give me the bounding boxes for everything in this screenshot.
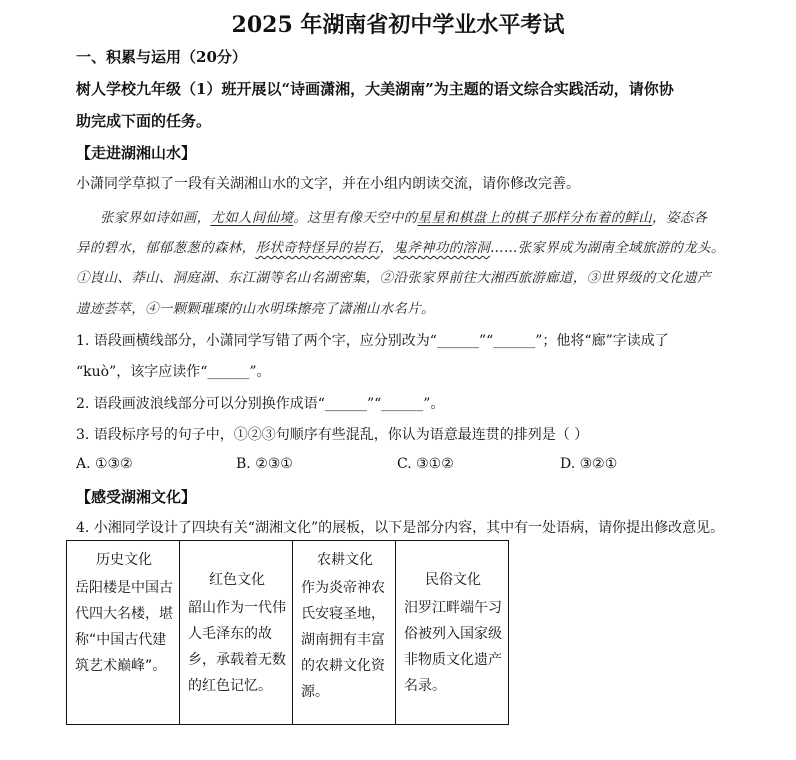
board-red-culture: [180, 541, 293, 725]
board-text: 韶山作为一代伟人毛泽东的故乡，承载着无数的红色记忆。: [188, 600, 286, 694]
underlined-error-2: 星星和棋盘上的棋子那样分布着的鲜山: [417, 210, 653, 226]
part-heading-culture: 【感受湖湘文化】: [76, 488, 197, 506]
passage-line-3: ①崀山、莽山、洞庭湖、东江湖等名山名湖密集，②沿张家界前往大湘西旅游廊道，③世界级的文化遗产: [76, 270, 711, 286]
intro-text-line-1: 树人学校九年级（1）班开展以“诗画潇湘，大美湖南”为主题的语文综合实践活动，请你协: [76, 80, 674, 98]
passage-line-1: 张家界如诗如画，尤如人间仙境。这里有像天空中的星星和棋盘上的棋子那样分布着的鲜山，姿态各: [100, 210, 708, 226]
wavy-phrase-1: 形状奇特怪异的岩石: [255, 240, 380, 256]
question-1-line-1: 1. 语段画横线部分，小潇同学写错了两个字，应分别改为“______”“______”；他将“廊”字读成了: [76, 333, 669, 349]
question-4: 4. 小湘同学设计了四块有关“湖湘文化”的展板，以下是部分内容，其中有一处语病，请你提出修改意见。: [76, 520, 725, 536]
exhibit-boards-table: [66, 540, 509, 725]
board-farming: [293, 541, 396, 725]
exam-title: 2025 年湖南省初中学业水平考试: [231, 12, 565, 38]
option-b: B. ②③①: [236, 456, 293, 472]
board-title: 农耕文化: [317, 552, 373, 568]
part-heading-landscape: 【走进湖湘山水】: [76, 144, 197, 162]
option-a: A. ①③②: [76, 456, 133, 472]
question-2: 2. 语段画波浪线部分可以分别换作成语“______”“______”。: [76, 396, 445, 412]
question-1-line-2: “kuò”，该字应读作“______”。: [76, 364, 271, 380]
board-text: 汨罗江畔端午习俗被列入国家级非物质文化遗产名录。: [404, 600, 502, 694]
question-3: 3. 语段标序号的句子中，①②③句顺序有些混乱，你认为语意最连贯的排列是（ ）: [76, 427, 589, 443]
underlined-error-1: 尤如人间仙境: [210, 210, 294, 226]
passage-line-4: 遗迹荟萃，④一颗颗璀璨的山水明珠擦亮了潇湘山水名片。: [76, 301, 435, 317]
board-text: 作为炎帝神农氏安寝圣地，湖南拥有丰富的农耕文化资源。: [301, 580, 385, 700]
intro-text-line-2: 助完成下面的任务。: [76, 112, 212, 130]
option-c: C. ③①②: [397, 456, 454, 472]
board-title: 红色文化: [209, 572, 265, 588]
option-d: D. ③②①: [560, 456, 618, 472]
board-history: [67, 541, 180, 725]
board-folk-custom: [396, 541, 509, 725]
part-lead-text: 小潇同学草拟了一段有关湖湘山水的文字，并在小组内朗读交流，请你修改完善。: [76, 176, 580, 192]
board-text: 岳阳楼是中国古代四大名楼，堪称“中国古代建筑艺术巅峰”。: [75, 580, 173, 674]
board-title: 民俗文化: [425, 572, 481, 588]
board-title: 历史文化: [96, 552, 152, 568]
passage-line-2: 异的碧水，郁郁葱葱的森林，形状奇特怪异的岩石，鬼斧神功的溶洞……张家界成为湖南全域旅游的龙头。: [76, 240, 725, 256]
wavy-phrase-2: 鬼斧神功的溶洞: [393, 240, 491, 256]
section-heading: 一、积累与运用（20分）: [76, 48, 247, 66]
